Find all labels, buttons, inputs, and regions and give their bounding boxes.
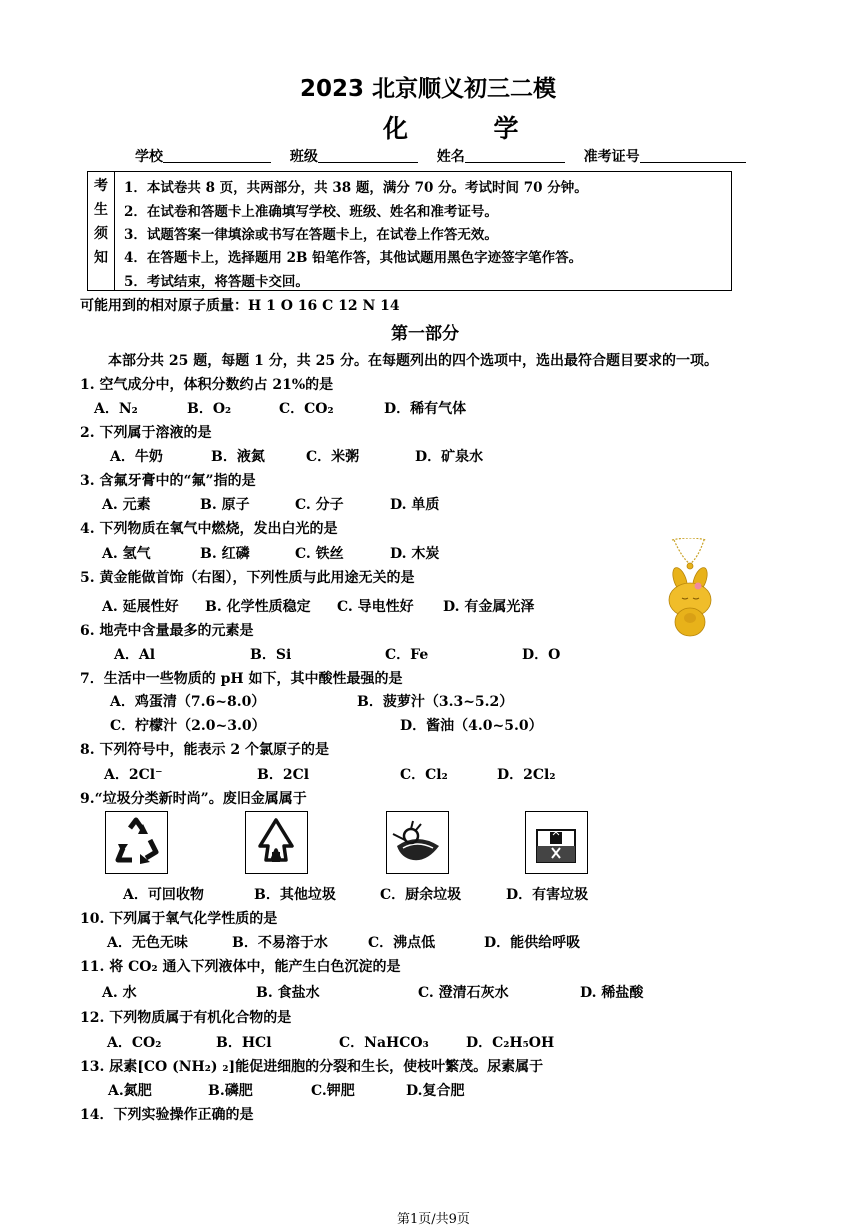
subject-char-1: 化 [383,114,411,143]
subject-title [383,109,520,145]
notice-item: 3．试题答案一律填涂或书写在答题卡上，在试卷上作答无效。 [124,227,498,243]
option: B．Si [250,647,292,663]
question-stem: 5. 黄金能做首饰（右图），下列性质与此用途无关的是 [80,570,415,586]
exam-title: 2023 北京顺义初三二模 [300,76,557,102]
option: C. 导电性好 [337,599,414,615]
option: C. 分子 [295,497,344,513]
option: B.磷肥 [208,1083,253,1099]
notice-side-char: 须 [94,226,108,242]
notice-side-label [88,172,115,290]
option: B．菠萝汁（3.3~5.2） [357,694,514,710]
question-stem: 8. 下列符号中，能表示 2 个氯原子的是 [80,742,329,758]
option: B．其他垃圾 [254,887,336,903]
option: A. 元素 [102,497,151,513]
option: A．2Cl⁻ [104,767,163,783]
option: C.钾肥 [311,1083,355,1099]
option: B. 红磷 [200,546,250,562]
option: D．有害垃圾 [506,887,589,903]
option: C．沸点低 [368,935,436,951]
option: D. 木炭 [390,546,440,562]
hazardous-waste-icon [526,812,586,872]
info-field-class: 班级 [290,146,418,166]
notice-side-char: 考 [94,178,108,194]
option: A．CO₂ [107,1035,162,1051]
question-stem: 9.“垃圾分类新时尚”。废旧金属属于 [80,791,307,807]
option: D. 有金属光泽 [443,599,535,615]
option: B．O₂ [187,401,232,417]
other-waste-icon-box [245,811,308,874]
kitchen-waste-icon [387,812,447,872]
page-footer: 第1页/共9页 [397,1212,470,1227]
option: D．2Cl₂ [497,767,556,783]
option: B．HCl [216,1035,272,1051]
option: B. 化学性质稳定 [205,599,311,615]
question-stem: 6. 地壳中含量最多的元素是 [80,623,254,639]
question-stem: 11. 将 CO₂ 通入下列液体中，能产生白色沉淀的是 [80,959,401,975]
option: D．矿泉水 [415,449,484,465]
question-stem: 10. 下列属于氧气化学性质的是 [80,911,278,927]
option: A．可回收物 [123,887,204,903]
question-stem: 7．生活中一些物质的 pH 如下，其中酸性最强的是 [80,671,403,687]
option: D. 单质 [390,497,440,513]
option: A．N₂ [94,401,138,417]
other-waste-icon [246,812,306,872]
option: B. 食盐水 [256,985,320,1001]
recycle-icon [106,812,166,872]
option: B．不易溶于水 [232,935,328,951]
option: D．酱油（4.0~5.0） [400,718,543,734]
question-stem: 2. 下列属于溶液的是 [80,425,212,441]
question-stem: 1. 空气成分中，体积分数约占 21%的是 [80,377,334,393]
question-stem: 14．下列实验操作正确的是 [80,1107,254,1123]
notice-item: 5．考试结束，将答题卡交回。 [124,274,309,290]
atomic-masses-note: 可能用到的相对原子质量：H 1 O 16 C 12 N 14 [80,298,400,314]
info-field-school: 学校 [135,146,271,166]
question-stem: 13. 尿素[CO (NH₂) ₂]能促进细胞的分裂和生长，使枝叶繁茂。尿素属于 [80,1059,544,1075]
option: A．鸡蛋清（7.6~8.0） [110,694,266,710]
recycle-icon-box [105,811,168,874]
option: C．CO₂ [279,401,334,417]
option: C．NaHCO₃ [339,1035,429,1051]
option: C．米粥 [306,449,360,465]
subject-char-2: 学 [493,114,521,143]
option: C．Fe [385,647,429,663]
option: A．Al [114,647,156,663]
option: A．无色无味 [107,935,188,951]
kitchen-waste-icon-box [386,811,449,874]
option: D. 稀盐酸 [580,985,644,1001]
gold-rabbit-pendant-icon [660,538,720,640]
option: B．2Cl [257,767,310,783]
notice-side-char: 知 [94,250,108,266]
option: C. 澄清石灰水 [418,985,509,1001]
option: B. 原子 [200,497,250,513]
hazardous-waste-icon-box [525,811,588,874]
option: C．厨余垃圾 [380,887,462,903]
option: D.复合肥 [406,1083,465,1099]
question-stem: 4. 下列物质在氧气中燃烧，发出白光的是 [80,521,338,537]
part-one-title: 第一部分 [391,324,459,344]
question-stem: 3. 含氟牙膏中的“氟”指的是 [80,473,256,489]
info-field-name: 姓名 [437,146,565,166]
notice-item: 2．在试卷和答题卡上准确填写学校、班级、姓名和准考证号。 [124,204,498,220]
student-info-row [135,146,760,166]
option: A．牛奶 [110,449,163,465]
option: D．能供给呼吸 [484,935,581,951]
option: D．C₂H₅OH [466,1035,555,1051]
option: A. 氢气 [102,546,151,562]
info-field-exam-number: 准考证号 [584,146,746,166]
exam-notice-box [87,171,732,291]
question-stem: 12. 下列物质属于有机化合物的是 [80,1010,292,1026]
notice-side-char: 生 [94,202,108,218]
option: A.氮肥 [108,1083,152,1099]
notice-item: 1．本试卷共 8 页，共两部分，共 38 题，满分 70 分。考试时间 70 分钟。 [124,180,588,196]
option: C．Cl₂ [400,767,448,783]
option: A. 水 [102,985,137,1001]
part-one-instruction: 本部分共 25 题，每题 1 分，共 25 分。在每题列出的四个选项中，选出最符合题目要求的一项。 [108,353,718,369]
option: C. 铁丝 [295,546,344,562]
option: D．稀有气体 [384,401,467,417]
option: A. 延展性好 [102,599,179,615]
option: C．柠檬汁（2.0~3.0） [110,718,266,734]
option: B．液氮 [211,449,265,465]
option: D．O [522,647,561,663]
notice-item: 4．在答题卡上，选择题用 2B 铅笔作答，其他试题用黑色字迹签字笔作答。 [124,250,583,266]
